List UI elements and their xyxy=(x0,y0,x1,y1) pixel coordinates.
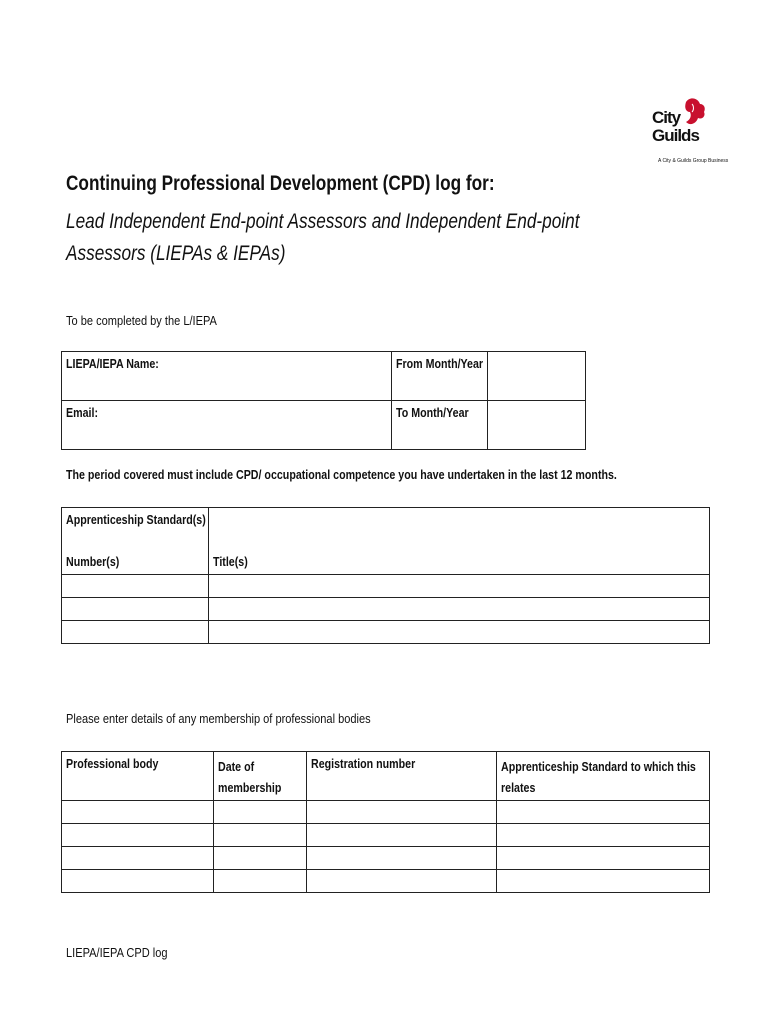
registration-number-header xyxy=(307,752,497,801)
date-cell[interactable] xyxy=(214,847,307,870)
to-label: To Month/Year xyxy=(396,405,469,420)
table-row xyxy=(62,801,710,824)
number-cell[interactable] xyxy=(62,621,209,644)
table-row xyxy=(62,352,586,401)
body-cell[interactable] xyxy=(62,870,214,893)
intro-note: To be completed by the L/IEPA xyxy=(66,313,217,328)
table-row xyxy=(62,870,710,893)
from-label-cell xyxy=(392,352,488,401)
body-cell[interactable] xyxy=(62,824,214,847)
standard-cell[interactable] xyxy=(497,870,710,893)
title-cell[interactable] xyxy=(209,575,710,598)
standards-title-header xyxy=(209,508,710,575)
table-header-row xyxy=(62,752,710,801)
logo-tagline: A City & Guilds Group Business xyxy=(658,158,729,164)
membership-table xyxy=(61,751,710,893)
logo-word-guilds: Guilds xyxy=(652,126,699,145)
standards-heading: Apprenticeship Standard(s) xyxy=(66,512,206,527)
logo-word-city: City xyxy=(652,108,681,127)
membership-note: Please enter details of any membership of professional bodies xyxy=(66,711,371,726)
registration-number-label: Registration number xyxy=(311,756,416,771)
lion-icon xyxy=(680,96,708,130)
table-row xyxy=(62,575,710,598)
title-column-label: Title(s) xyxy=(213,554,248,569)
number-cell[interactable] xyxy=(62,598,209,621)
body-cell[interactable] xyxy=(62,801,214,824)
table-row xyxy=(62,621,710,644)
registration-cell[interactable] xyxy=(307,847,497,870)
email-label: Email: xyxy=(66,405,98,420)
standards-table xyxy=(61,507,710,644)
page-title: Continuing Professional Development (CPD) log for: xyxy=(66,172,495,195)
date-cell[interactable] xyxy=(214,824,307,847)
from-value-cell[interactable] xyxy=(488,352,586,401)
professional-body-label: Professional body xyxy=(66,756,159,771)
to-value-cell[interactable] xyxy=(488,401,586,450)
period-note: The period covered must include CPD/ occupational competence you have undertaken in the last 12 months. xyxy=(66,467,617,482)
registration-cell[interactable] xyxy=(307,824,497,847)
table-header-row xyxy=(62,508,710,575)
standards-number-header xyxy=(62,508,209,575)
standard-cell[interactable] xyxy=(497,847,710,870)
date-of-membership-header xyxy=(214,752,307,801)
table-row xyxy=(62,401,586,450)
related-standard-label: Apprenticeship Standard to which this relates xyxy=(501,759,696,795)
title-cell[interactable] xyxy=(209,621,710,644)
registration-cell[interactable] xyxy=(307,870,497,893)
from-label: From Month/Year xyxy=(396,356,484,371)
table-row xyxy=(62,598,710,621)
standard-cell[interactable] xyxy=(497,801,710,824)
related-standard-header xyxy=(497,752,710,801)
name-cell[interactable] xyxy=(62,352,392,401)
details-table xyxy=(61,351,586,450)
to-label-cell xyxy=(392,401,488,450)
date-cell[interactable] xyxy=(214,870,307,893)
city-and-guilds-logo xyxy=(646,96,729,168)
registration-cell[interactable] xyxy=(307,801,497,824)
standard-cell[interactable] xyxy=(497,824,710,847)
professional-body-header xyxy=(62,752,214,801)
table-row xyxy=(62,824,710,847)
body-cell[interactable] xyxy=(62,847,214,870)
title-cell[interactable] xyxy=(209,598,710,621)
table-row xyxy=(62,847,710,870)
date-cell[interactable] xyxy=(214,801,307,824)
number-cell[interactable] xyxy=(62,575,209,598)
number-column-label: Number(s) xyxy=(66,554,120,569)
date-of-membership-label: Date of membership xyxy=(218,759,282,795)
page-subtitle: Lead Independent End-point Assessors and Independent End-point Assessors (LIEPAs & IEPAs) xyxy=(66,210,580,265)
page-footer: LIEPA/IEPA CPD log xyxy=(66,945,168,960)
email-cell[interactable] xyxy=(62,401,392,450)
name-label: LIEPA/IEPA Name: xyxy=(66,356,159,371)
